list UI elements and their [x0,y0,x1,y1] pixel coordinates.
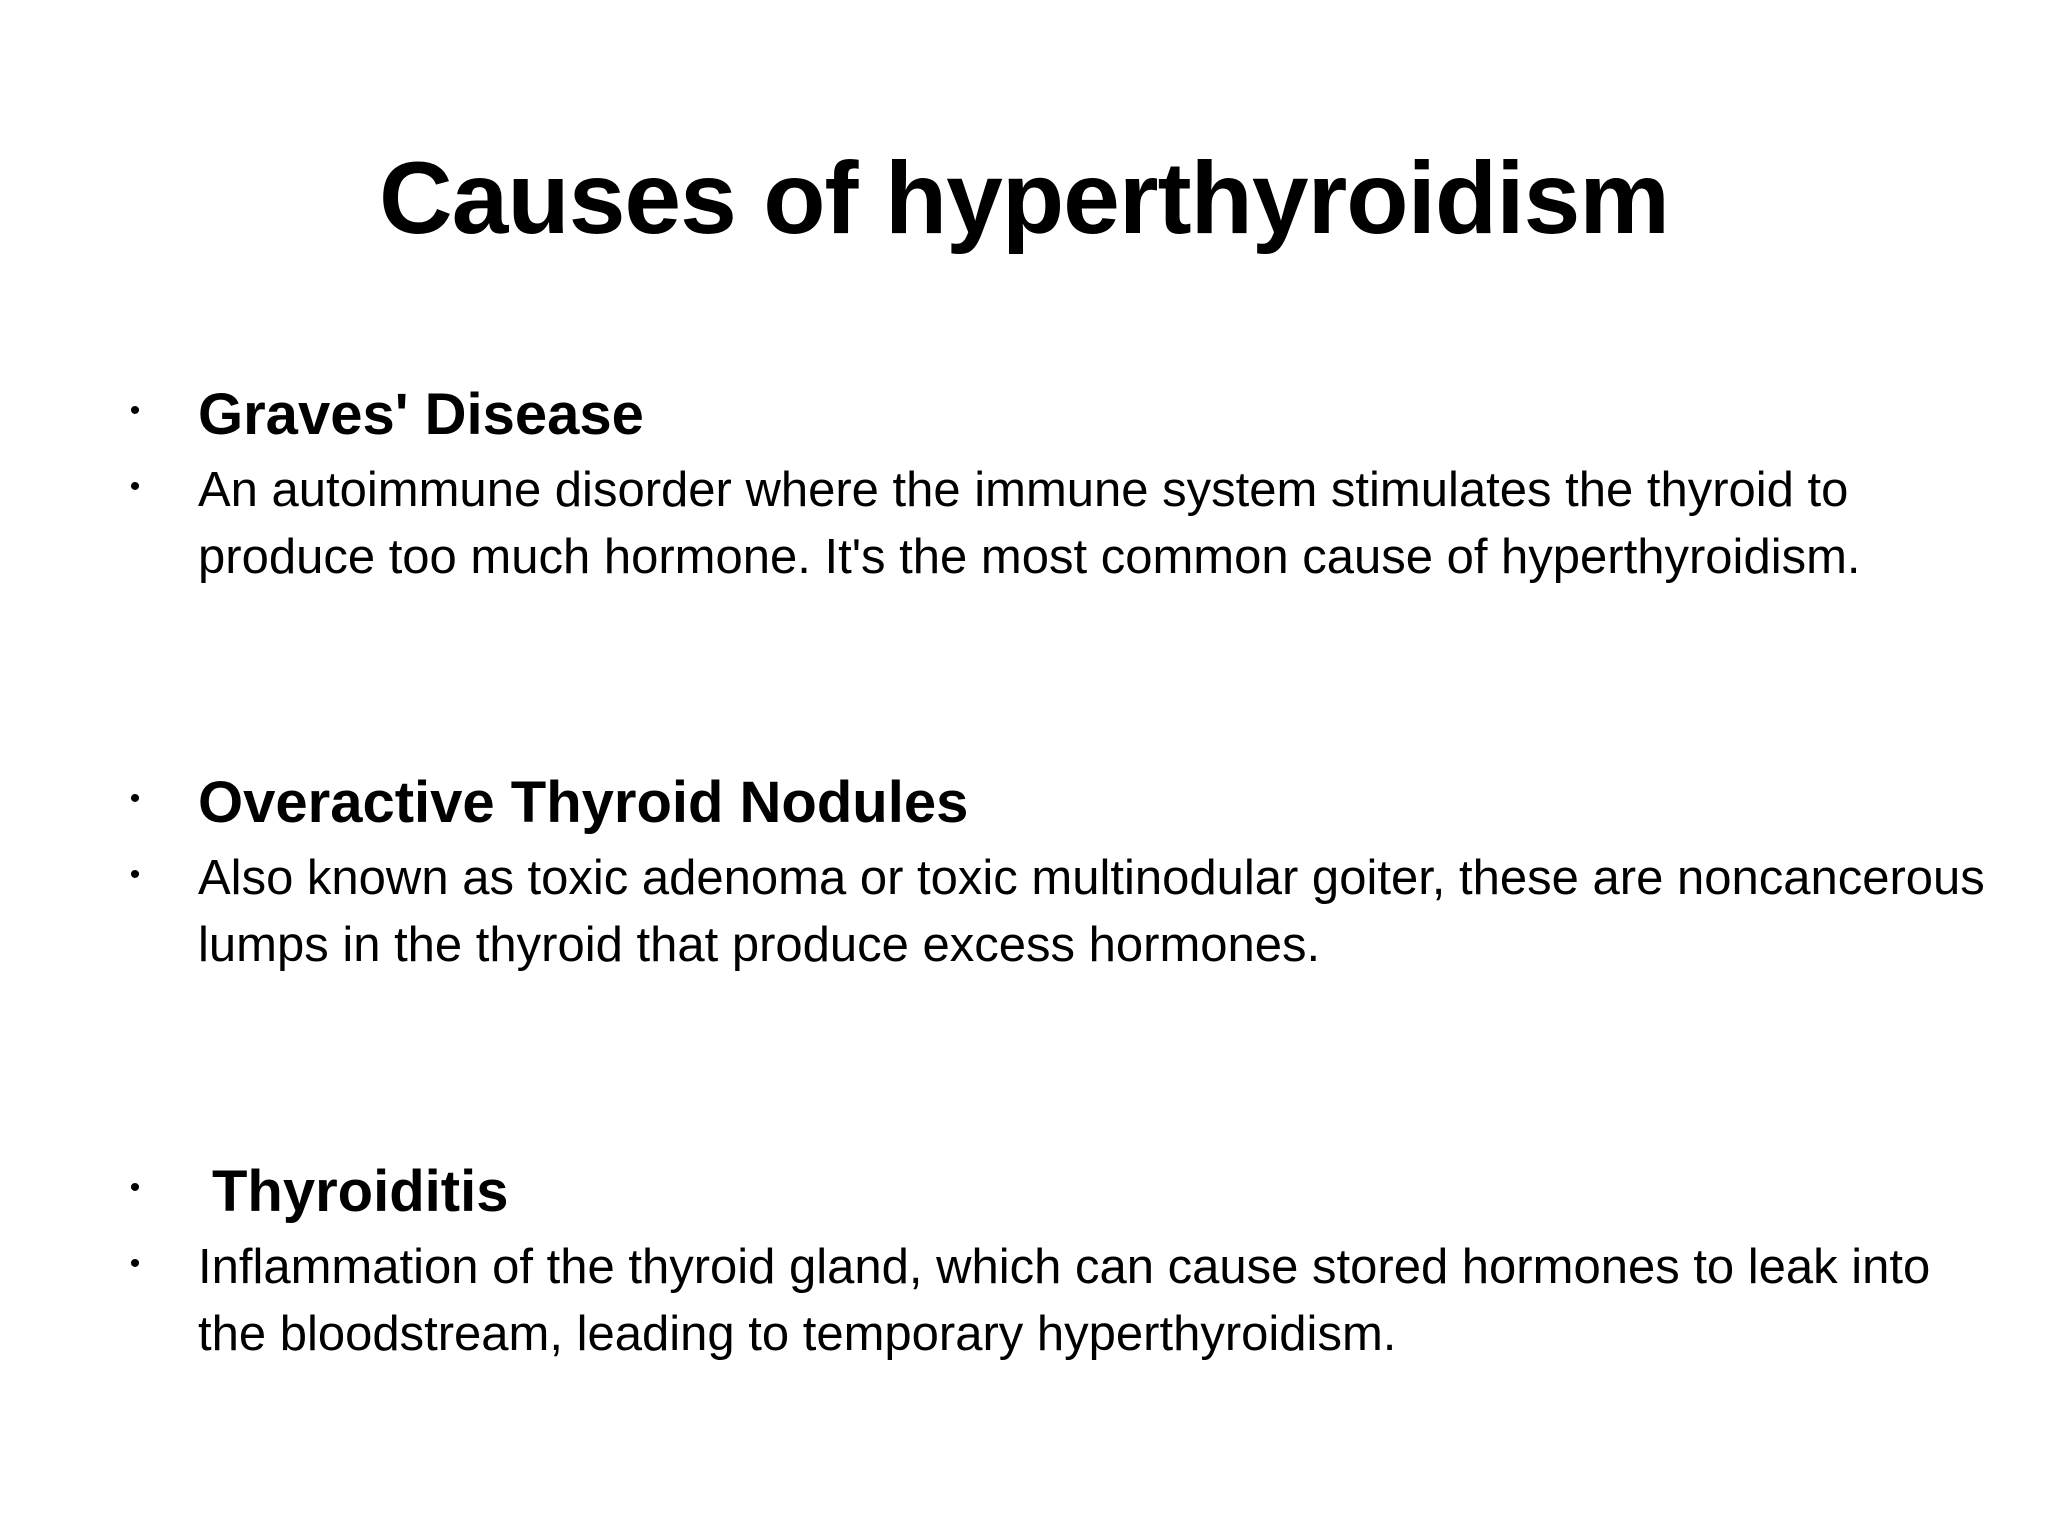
cause-item-nodules [120,768,1985,988]
bullet-icon: • [129,470,141,503]
cause-heading: Overactive Thyroid Nodules [198,770,969,835]
cause-heading: Thyroiditis [212,1159,509,1224]
cause-description: Inflammation of the thyroid gland, which can cause stored hormones to leak into the bloodstream, leading to temporary hyperthyroidism. [198,1240,1931,1361]
bullet-icon: • [129,858,141,891]
cause-item-graves [120,380,1980,600]
cause-description: An autoimmune disorder where the immune system stimulates the thyroid to produce too much hormone. It's the most common cause of hyperthyroidism. [198,463,1861,584]
slide-title: Causes of hyperthyroidism [379,141,1669,255]
bullet-icon: • [129,1247,141,1280]
cause-item-thyroiditis [120,1157,1980,1377]
cause-heading: Graves' Disease [198,382,644,447]
bullet-icon: • [129,782,141,815]
cause-description: Also known as toxic adenoma or toxic multinodular goiter, these are noncancerous lumps in the thyroid that produce excess hormones. [198,851,1985,972]
bullet-icon: • [129,394,141,427]
bullet-icon: • [129,1171,141,1204]
